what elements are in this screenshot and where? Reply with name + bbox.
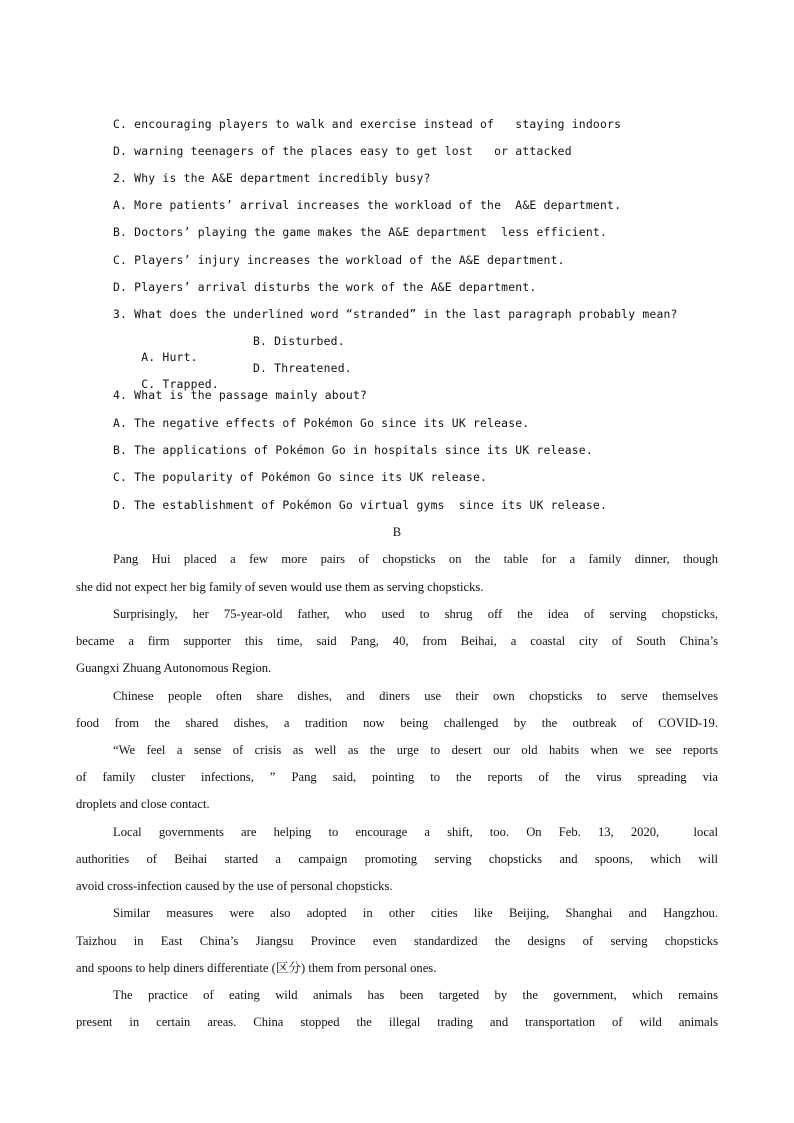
passage-line: Surprisingly, her 75-year-old father, who used to shrug off the idea of serving chopsticks, xyxy=(113,607,718,621)
passage-line: she did not expect her big family of seven would use them as serving chopsticks. xyxy=(76,580,484,594)
passage-line: droplets and close contact. xyxy=(76,797,210,811)
passage-line: and spoons to help diners differentiate (区分) them from personal ones. xyxy=(76,961,437,975)
q3-option-d: D. Threatened. xyxy=(253,361,352,375)
passage-line: Chinese people often share dishes, and diners use their own chopsticks to serve themselves xyxy=(113,689,718,703)
passage-line: of family cluster infections, ” Pang said, pointing to the reports of the virus spreading via xyxy=(76,770,718,784)
q4-stem: 4. What is the passage mainly about? xyxy=(113,388,368,402)
q4-option-a: A. The negative effects of Pokémon Go since its UK release. xyxy=(113,416,530,430)
q3-options-row-1 xyxy=(113,333,513,364)
passage-line: The practice of eating wild animals has been targeted by the government, which remains xyxy=(113,988,718,1002)
q2-option-b: B. Doctors’ playing the game makes the A&E department less efficient. xyxy=(113,225,608,239)
passage-line: Pang Hui placed a few more pairs of chopsticks on the table for a family dinner, though xyxy=(113,552,718,566)
q3-option-a: A. Hurt. xyxy=(141,350,198,364)
q3-option-b: B. Disturbed. xyxy=(253,334,345,348)
q2-option-c: C. Players’ injury increases the workload of the A&E department. xyxy=(113,253,565,267)
q4-option-d: D. The establishment of Pokémon Go virtual gyms since its UK release. xyxy=(113,498,608,512)
q4-option-c: C. The popularity of Pokémon Go since its UK release. xyxy=(113,470,488,484)
q2-option-a: A. More patients’ arrival increases the workload of the A&E department. xyxy=(113,198,622,212)
q2-stem: 2. Why is the A&E department incredibly busy? xyxy=(113,171,431,185)
q1-option-c: C. encouraging players to walk and exercise instead of staying indoors xyxy=(113,117,622,131)
q2-option-d: D. Players’ arrival disturbs the work of the A&E department. xyxy=(113,280,537,294)
passage-line: Similar measures were also adopted in other cities like Beijing, Shanghai and Hangzhou. xyxy=(113,906,718,920)
passage-line: Guangxi Zhuang Autonomous Region. xyxy=(76,661,272,675)
q4-option-b: B. The applications of Pokémon Go in hospitals since its UK release. xyxy=(113,443,593,457)
passage-line: avoid cross-infection caused by the use of personal chopsticks. xyxy=(76,879,393,893)
passage-line: “We feel a sense of crisis as well as the urge to desert our old habits when we see reports xyxy=(113,743,718,757)
q3-options-row-2 xyxy=(113,360,513,391)
q3-option-c: C. Trapped. xyxy=(141,377,219,391)
q1-option-d: D. warning teenagers of the places easy to get lost or attacked xyxy=(113,144,572,158)
passage-line: authorities of Beihai started a campaign promoting serving chopsticks and spoons, which will xyxy=(76,852,718,866)
passage-line: Taizhou in East China’s Jiangsu Province even standardized the designs of serving chopsticks xyxy=(76,934,718,948)
q3-stem: 3. What does the underlined word “stranded” in the last paragraph probably mean? xyxy=(113,307,678,321)
passage-line: became a firm supporter this time, said Pang, 40, from Beihai, a coastal city of South China’s xyxy=(76,634,718,648)
passage-line: present in certain areas. China stopped the illegal trading and transportation of wild animals xyxy=(76,1015,718,1029)
section-heading: B xyxy=(392,525,402,539)
passage-line: food from the shared dishes, a tradition now being challenged by the outbreak of COVID-19. xyxy=(76,716,718,730)
passage-line: Local governments are helping to encourage a shift, too. On Feb. 13, 2020, local xyxy=(113,825,718,839)
